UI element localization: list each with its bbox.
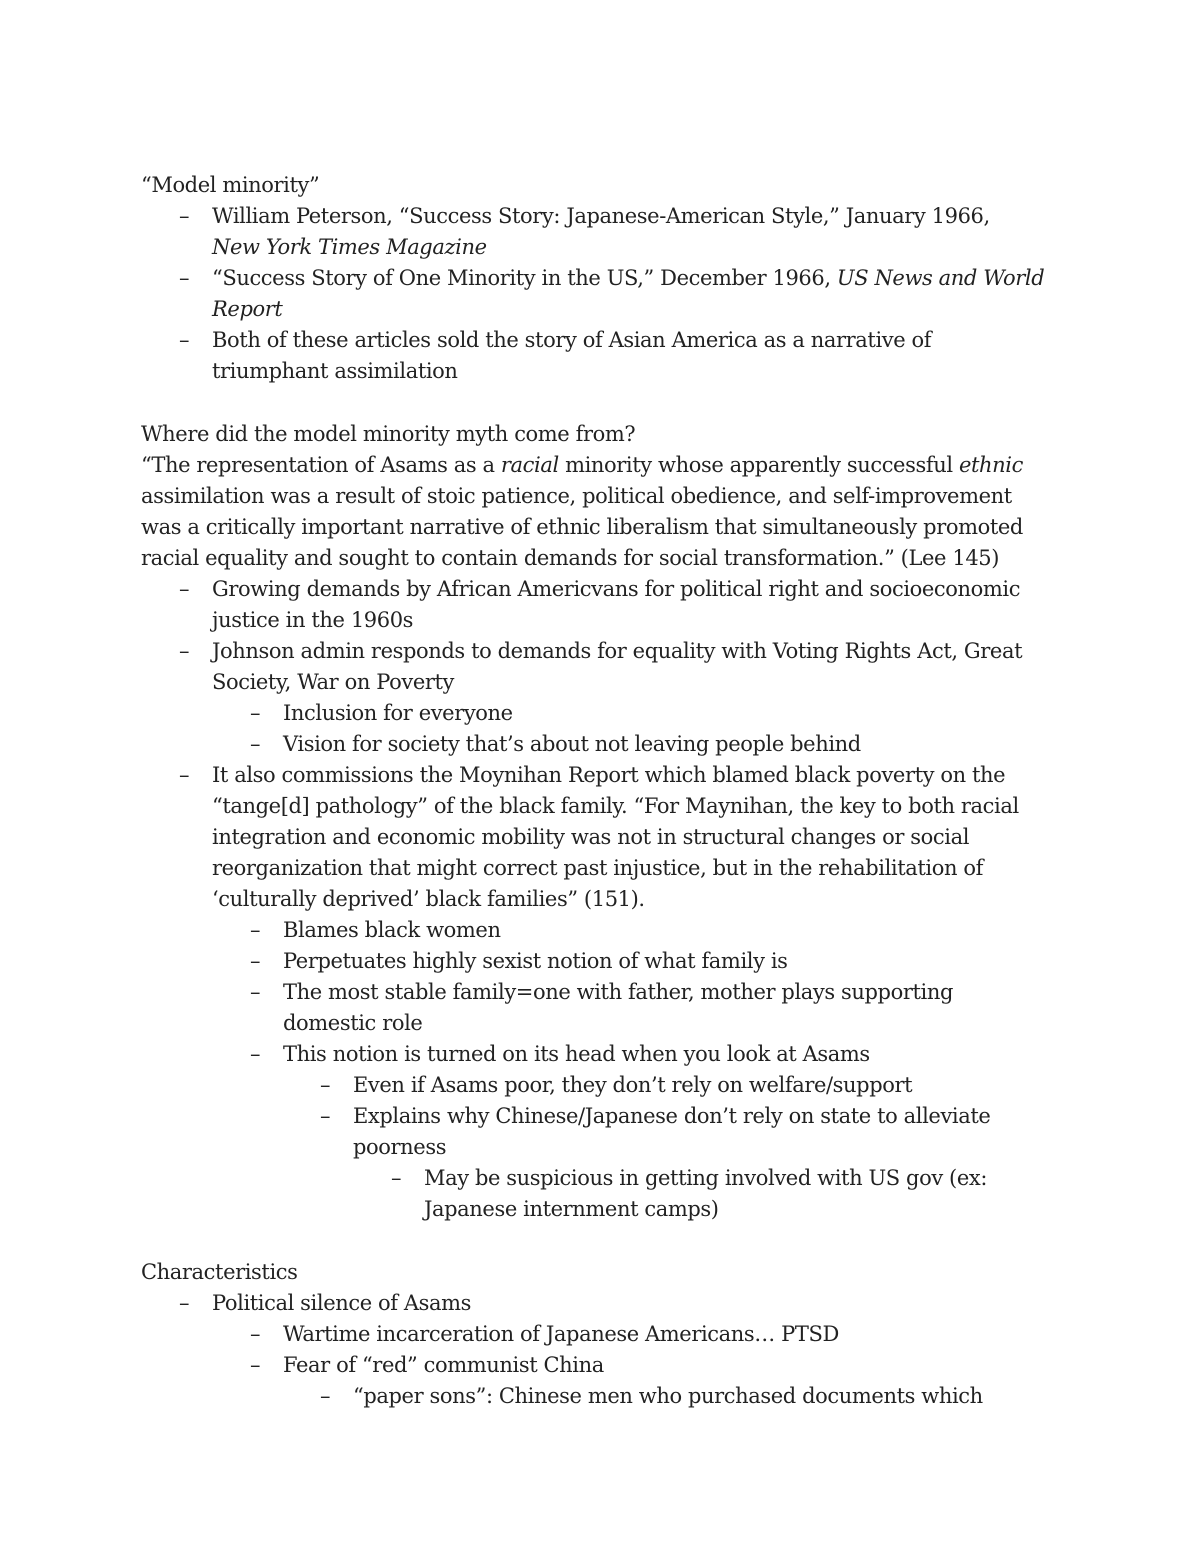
sub-list-item: Vision for society that’s about not leaving people behind <box>283 732 861 756</box>
bullet-dash: – <box>179 763 190 787</box>
sub-list-item: Inclusion for everyone <box>283 701 513 725</box>
list-item-continuation: ‘culturally deprived’ black families” (151). <box>212 887 645 911</box>
deep-list-item-continuation: Japanese internment camps) <box>424 1197 719 1221</box>
bullet-dash: – <box>320 1104 331 1128</box>
list-item: It also commissions the Moynihan Report which blamed black poverty on the <box>212 763 1006 787</box>
list-item: Growing demands by African Americvans for political right and socioeconomic <box>212 577 1021 601</box>
sub-list-item: The most stable family=one with father, mother plays supporting <box>283 980 953 1004</box>
list-item: Both of these articles sold the story of Asian America as a narrative of <box>212 328 932 352</box>
bullet-dash: – <box>179 577 190 601</box>
bullet-dash: – <box>250 701 261 725</box>
quote-line <box>141 450 1023 481</box>
sub-list-item-continuation: domestic role <box>283 1011 423 1035</box>
quote-text: “The representation of Asams as a <box>141 453 501 477</box>
sub-sub-list-item: Even if Asams poor, they don’t rely on welfare/support <box>353 1073 913 1097</box>
bullet-dash: – <box>320 1073 331 1097</box>
bullet-dash: – <box>250 732 261 756</box>
emphasis-text: ethnic <box>958 453 1023 477</box>
sub-sub-list-item: Explains why Chinese/Japanese don’t rely on state to alleviate <box>353 1104 991 1128</box>
list-item: William Peterson, “Success Story: Japanese-American Style,” January 1966, <box>212 204 990 228</box>
bullet-dash: – <box>179 1291 190 1315</box>
bullet-dash: – <box>179 328 190 352</box>
section-heading-model-minority: “Model minority” <box>141 173 320 197</box>
list-item-continuation: integration and economic mobility was not in structural changes or social <box>212 825 970 849</box>
publication-title: US News and World <box>836 266 1045 290</box>
deep-list-item: May be suspicious in getting involved with US gov (ex: <box>424 1166 987 1190</box>
sub-list-item: This notion is turned on its head when you look at Asams <box>283 1042 870 1066</box>
quote-line: racial equality and sought to contain demands for social transformation.” (Lee 145) <box>141 546 1000 570</box>
emphasis-text: racial <box>500 453 559 477</box>
section-heading-origin: Where did the model minority myth come from? <box>141 422 636 446</box>
publication-title: New York Times Magazine <box>212 235 487 259</box>
sub-sub-list-item-continuation: poorness <box>353 1135 447 1159</box>
sub-sub-list-item: “paper sons”: Chinese men who purchased documents which <box>353 1384 983 1408</box>
quote-text: minority whose apparently successful <box>558 453 959 477</box>
quote-line: was a critically important narrative of ethnic liberalism that simultaneously promoted <box>141 515 1023 539</box>
bullet-dash: – <box>250 1353 261 1377</box>
bullet-dash: – <box>391 1166 402 1190</box>
section-heading-characteristics: Characteristics <box>141 1260 298 1284</box>
quote-line: assimilation was a result of stoic patience, political obedience, and self-improvement <box>141 484 1012 508</box>
sub-list-item: Wartime incarceration of Japanese Americans… PTSD <box>283 1322 839 1346</box>
bullet-dash: – <box>250 1322 261 1346</box>
list-item: Johnson admin responds to demands for equality with Voting Rights Act, Great <box>212 639 1023 663</box>
list-item-continuation: reorganization that might correct past injustice, but in the rehabilitation of <box>212 856 983 880</box>
list-item-continuation: triumphant assimilation <box>212 359 458 383</box>
bullet-dash: – <box>179 639 190 663</box>
bullet-dash: – <box>179 204 190 228</box>
list-item-continuation: “tange[d] pathology” of the black family. “For Maynihan, the key to both racial <box>212 794 1019 818</box>
publication-title: Report <box>212 297 283 321</box>
list-item-continuation: justice in the 1960s <box>212 608 414 632</box>
sub-list-item: Fear of “red” communist China <box>283 1353 604 1377</box>
list-item: Political silence of Asams <box>212 1291 472 1315</box>
list-item-continuation <box>212 294 282 325</box>
bullet-dash: – <box>250 918 261 942</box>
list-item <box>212 263 1044 294</box>
list-item-continuation <box>212 232 487 263</box>
sub-list-item: Perpetuates highly sexist notion of what family is <box>283 949 788 973</box>
bullet-dash: – <box>250 1042 261 1066</box>
bullet-dash: – <box>250 980 261 1004</box>
bullet-dash: – <box>320 1384 331 1408</box>
list-item-continuation: Society, War on Poverty <box>212 670 454 694</box>
list-item-text: “Success Story of One Minority in the US,” December 1966, <box>212 266 837 290</box>
sub-list-item: Blames black women <box>283 918 501 942</box>
bullet-dash: – <box>250 949 261 973</box>
bullet-dash: – <box>179 266 190 290</box>
